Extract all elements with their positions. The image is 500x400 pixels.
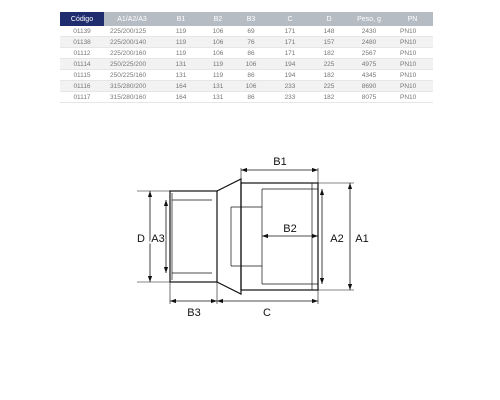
cell-dims: 225/200/140 xyxy=(104,37,160,48)
cell-dims: 250/225/200 xyxy=(104,59,160,70)
cell-peso: 4975 xyxy=(346,59,392,70)
cell-b1: 119 xyxy=(160,26,202,37)
header-b2: B2 xyxy=(202,12,234,26)
cell-b3: 106 xyxy=(234,81,268,92)
cell-b2: 131 xyxy=(202,92,234,103)
cell-pn: PN10 xyxy=(392,81,433,92)
cell-dims: 225/200/125 xyxy=(104,26,160,37)
cell-c: 233 xyxy=(268,81,312,92)
header-peso: Peso, g xyxy=(346,12,392,26)
header-pn: PN xyxy=(392,12,433,26)
cell-pn: PN10 xyxy=(392,70,433,81)
header-c: C xyxy=(268,12,312,26)
cell-c: 194 xyxy=(268,70,312,81)
cell-d: 182 xyxy=(312,70,346,81)
cell-peso: 8075 xyxy=(346,92,392,103)
cell-peso: 2480 xyxy=(346,37,392,48)
cell-dims: 315/280/200 xyxy=(104,81,160,92)
cell-pn: PN10 xyxy=(392,92,433,103)
header-codigo: Código xyxy=(60,12,104,26)
fitting-outline xyxy=(170,179,318,294)
label-a3: A3 xyxy=(151,233,165,245)
cell-d: 182 xyxy=(312,92,346,103)
cell-code: 01116 xyxy=(60,81,104,92)
label-d: D xyxy=(137,233,145,245)
cell-d: 148 xyxy=(312,26,346,37)
cell-b1: 131 xyxy=(160,70,202,81)
cell-b3: 106 xyxy=(234,59,268,70)
cell-code: 01117 xyxy=(60,92,104,103)
cell-d: 225 xyxy=(312,59,346,70)
cell-b2: 119 xyxy=(202,59,234,70)
cell-b3: 76 xyxy=(234,37,268,48)
cell-b1: 164 xyxy=(160,92,202,103)
cell-b3: 69 xyxy=(234,26,268,37)
cell-code: 01112 xyxy=(60,48,104,59)
header-a1-a2-a3: A1/A2/A3 xyxy=(104,12,160,26)
cell-pn: PN10 xyxy=(392,37,433,48)
cell-b2: 106 xyxy=(202,48,234,59)
header-b3: B3 xyxy=(234,12,268,26)
cell-b3: 86 xyxy=(234,92,268,103)
cell-b1: 119 xyxy=(160,37,202,48)
cell-c: 171 xyxy=(268,37,312,48)
cell-c: 194 xyxy=(268,59,312,70)
cell-d: 157 xyxy=(312,37,346,48)
cell-b2: 106 xyxy=(202,26,234,37)
cell-peso: 2430 xyxy=(346,26,392,37)
cell-b1: 119 xyxy=(160,48,202,59)
header-b1: B1 xyxy=(160,12,202,26)
cell-code: 01139 xyxy=(60,26,104,37)
cell-c: 171 xyxy=(268,48,312,59)
label-a1: A1 xyxy=(355,233,369,245)
cell-pn: PN10 xyxy=(392,59,433,70)
dimension-lines xyxy=(150,170,350,301)
label-c: C xyxy=(263,307,271,319)
cell-b2: 119 xyxy=(202,70,234,81)
cell-peso: 4345 xyxy=(346,70,392,81)
cell-d: 182 xyxy=(312,48,346,59)
cell-code: 01114 xyxy=(60,59,104,70)
cell-pn: PN10 xyxy=(392,48,433,59)
label-b1: B1 xyxy=(273,156,287,168)
large-socket-body xyxy=(241,183,318,290)
cell-b3: 86 xyxy=(234,48,268,59)
small-socket-body xyxy=(170,191,217,282)
cell-b2: 131 xyxy=(202,81,234,92)
cell-dims: 315/280/160 xyxy=(104,92,160,103)
label-a2: A2 xyxy=(330,233,344,245)
cell-peso: 2567 xyxy=(346,48,392,59)
cell-b1: 164 xyxy=(160,81,202,92)
cell-dims: 225/200/160 xyxy=(104,48,160,59)
cell-b3: 86 xyxy=(234,70,268,81)
header-d: D xyxy=(312,12,346,26)
cone-transition xyxy=(217,179,241,294)
label-b2: B2 xyxy=(283,223,297,235)
label-b3: B3 xyxy=(187,307,201,319)
cell-b1: 131 xyxy=(160,59,202,70)
cell-peso: 8690 xyxy=(346,81,392,92)
cell-d: 225 xyxy=(312,81,346,92)
cell-pn: PN10 xyxy=(392,26,433,37)
cell-code: 01138 xyxy=(60,37,104,48)
cell-c: 171 xyxy=(268,26,312,37)
cell-dims: 250/225/160 xyxy=(104,70,160,81)
cell-b2: 106 xyxy=(202,37,234,48)
cell-code: 01115 xyxy=(60,70,104,81)
cell-c: 233 xyxy=(268,92,312,103)
